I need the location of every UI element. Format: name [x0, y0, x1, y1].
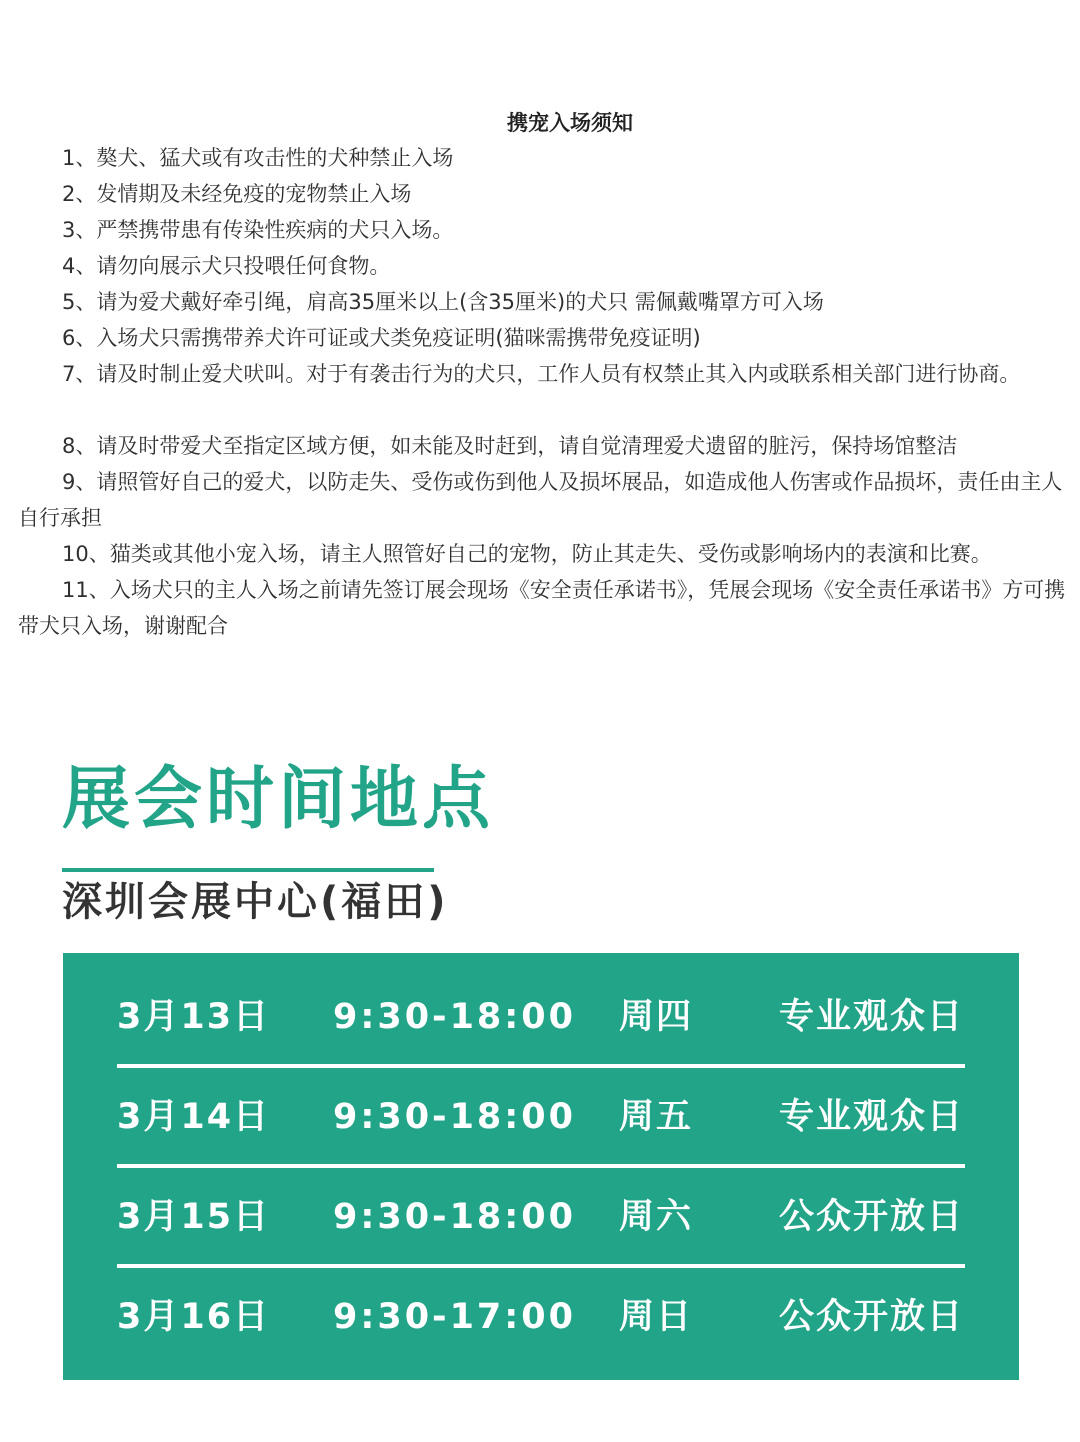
schedule-weekday: 周五	[619, 1097, 694, 1137]
schedule-row	[63, 1067, 1019, 1167]
notice-rule-3: 3、严禁携带患有传染性疾病的犬只入场。	[62, 218, 454, 242]
schedule-table	[63, 953, 1019, 1380]
notice-rule-11: 11、入场犬只的主人入场之前请先签订展会现场《安全责任承诺书》，凭展会现场《安全责任承诺书》方可携带犬只入场，谢谢配合	[18, 578, 1066, 638]
venue-name: 深圳会展中心(福田)	[62, 879, 449, 925]
schedule-type: 公众开放日	[779, 1197, 965, 1237]
schedule-time: 9:30-18:00	[333, 1097, 576, 1137]
heading-underline	[62, 868, 434, 872]
notice-rule-7: 7、请及时制止爱犬吠叫。对于有袭击行为的犬只，工作人员有权禁止其入内或联系相关部门进行协商。	[62, 362, 1021, 386]
schedule-weekday: 周六	[619, 1197, 694, 1237]
schedule-type: 公众开放日	[779, 1297, 965, 1337]
schedule-date: 3月15日	[117, 1197, 271, 1237]
schedule-time: 9:30-18:00	[333, 997, 576, 1037]
schedule-weekday: 周四	[619, 997, 694, 1037]
schedule-type: 专业观众日	[779, 1097, 965, 1137]
schedule-row	[63, 1267, 1019, 1367]
notice-rule-1: 1、獒犬、猛犬或有攻击性的犬种禁止入场	[62, 146, 454, 170]
exhibition-heading: 展会时间地点	[62, 760, 495, 839]
schedule-date: 3月13日	[117, 997, 271, 1037]
notice-rule-4: 4、请勿向展示犬只投喂任何食物。	[62, 254, 391, 278]
schedule-row	[63, 967, 1019, 1067]
schedule-row	[63, 1167, 1019, 1267]
notice-rule-6: 6、入场犬只需携带养犬许可证或犬类免疫证明(猫咪需携带免疫证明)	[62, 326, 701, 350]
schedule-time: 9:30-18:00	[333, 1197, 576, 1237]
notice-rule-10: 10、猫类或其他小宠入场，请主人照管好自己的宠物，防止其走失、受伤或影响场内的表演和比赛。	[62, 542, 992, 566]
schedule-weekday: 周日	[619, 1297, 694, 1337]
schedule-date: 3月14日	[117, 1097, 271, 1137]
notice-title: 携宠入场须知	[507, 111, 633, 135]
schedule-time: 9:30-17:00	[333, 1297, 576, 1337]
notice-rule-9: 9、请照管好自己的爱犬，以防走失、受伤或伤到他人及损坏展品，如造成他人伤害或作品损坏，责任由主人自行承担	[18, 470, 1063, 530]
notice-rule-8: 8、请及时带爱犬至指定区域方便，如未能及时赶到，请自觉清理爱犬遗留的脏污，保持场馆整洁	[62, 434, 958, 458]
schedule-type: 专业观众日	[779, 997, 965, 1037]
schedule-date: 3月16日	[117, 1297, 271, 1337]
notice-rule-5: 5、请为爱犬戴好牵引绳，肩高35厘米以上(含35厘米)的犬只 需佩戴嘴罩方可入场	[62, 290, 824, 314]
notice-rule-2: 2、发情期及未经免疫的宠物禁止入场	[62, 182, 412, 206]
